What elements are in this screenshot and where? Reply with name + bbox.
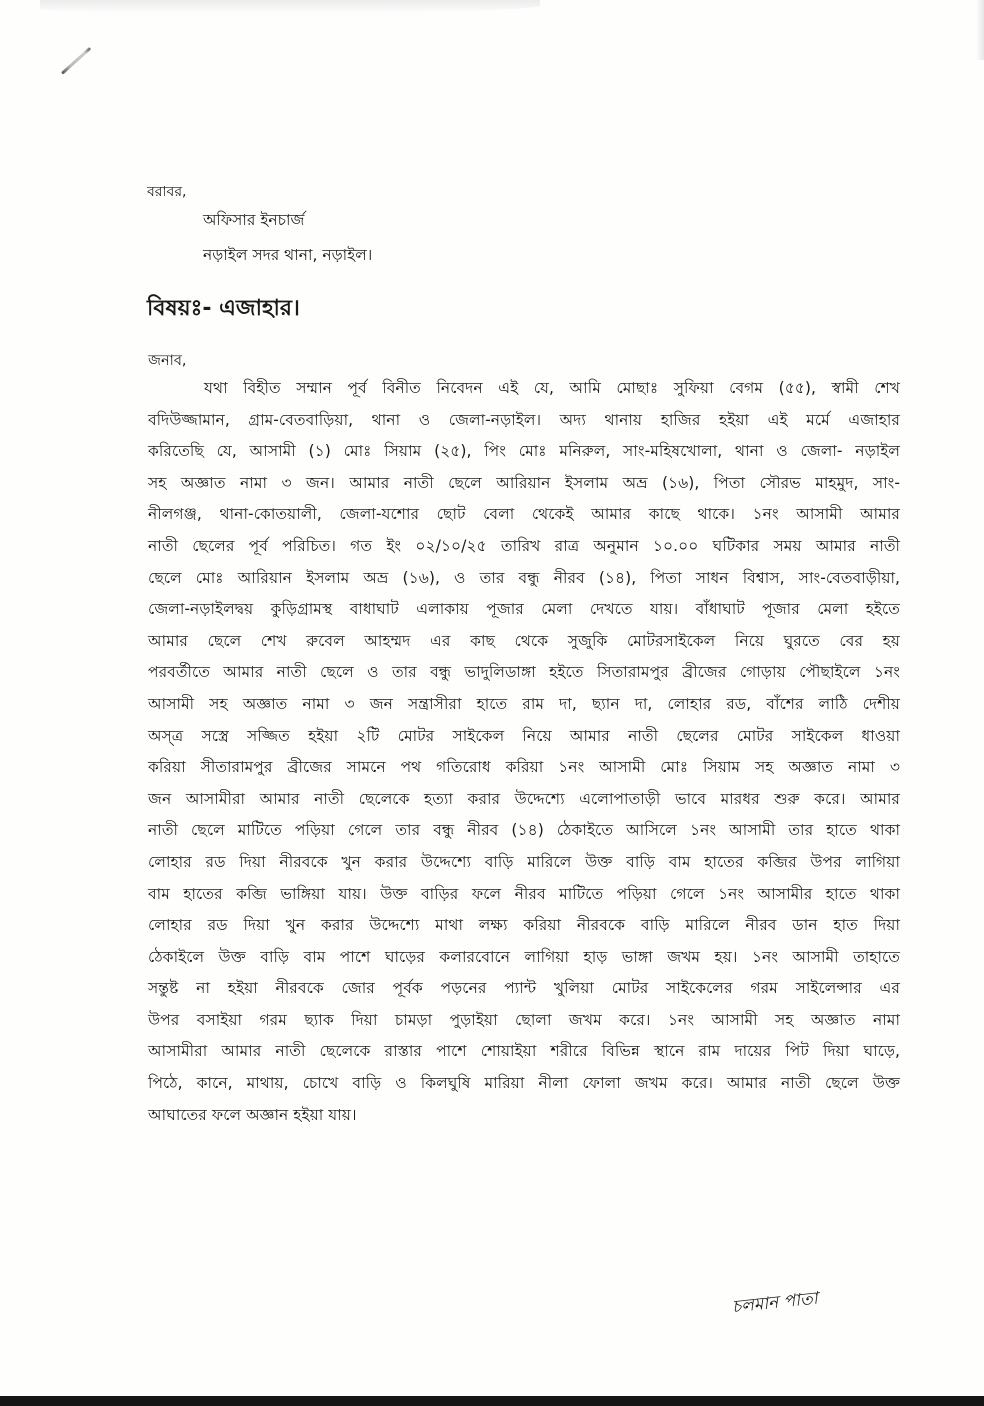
paper-fold-shadow	[40, 0, 540, 14]
body-line: আসামী সহ অজ্ঞাত নামা ৩ জন সন্ত্রাসীরা হাতে রাম দা, ছ্যান দা, লোহার রড, বাঁশের লাঠি দেশীয়	[148, 694, 900, 713]
body-line: যথা বিহীত সম্মান পূর্ব বিনীত নিবেদন এই যে, আমি মোছাঃ সুফিয়া বেগম (৫৫), স্বামী শেখ	[204, 379, 900, 397]
body-line: ছেলে মোঃ আরিয়ান ইসলাম অভ্র (১৬), ও তার বন্ধু নীরব (১৪), পিতা সাধন বিশ্বাস, সাং-বেতবাড়ীয়া,	[148, 568, 900, 587]
subject-heading: বিষয়ঃ- এজাহার।	[147, 296, 300, 321]
paper-edge-shadow	[976, 0, 984, 60]
scan-bottom-border	[0, 1396, 984, 1406]
body-line: সন্তুষ্ট না হইয়া নীরবকে জোর পূর্বক পড়নের প্যান্ট খুলিয়া মোটর সাইকেলের গরম সাইলেন্সার এর	[148, 979, 900, 998]
to-label: বরাবর,	[147, 184, 187, 200]
body-line: নাতী ছেলের পূর্ব পরিচিত। গত ইং ০২/১০/২৫ তারিখ রাত্র অনুমান ১০.০০ ঘটিকার সময় আমার নাতী	[148, 536, 900, 555]
body-line: পিঠে, কানে, মাথায়, চোখে বাড়ি ও কিলঘুষি মারিয়া নীলা ফোলা জখম করে। আমার নাতী ছেলে উক্ত	[148, 1074, 900, 1093]
body-line: অস্‌ত্র সস্ত্রে সজ্জিত হইয়া ২টি মোটর সাইকেল নিয়ে আমার নাতী ছেলের মোটর সাইকেল ধাওয়া	[148, 726, 900, 745]
body-line: জেলা-নড়াইলদ্বয় কুড়িগ্রামস্থ বাধাঘাট এলাকায় পূজার মেলা দেখতে যায়। বাঁধাঘাট পূজার মেলা হইতে	[148, 600, 900, 619]
greeting: জনাব,	[148, 353, 187, 369]
body-line: জন আসামীরা আমার নাতী ছেলেকে হত্যা করার উদ্দেশ্যে এলোপাতাড়ী ভাবে মারধর শুরু করে। আমার	[148, 789, 900, 808]
body-line: লোহার রড দিয়া নীরবকে খুন করার উদ্দেশ্যে বাড়ি মারিলে উক্ত বাড়ি বাম হাতের কব্জির উপর লাগিয়া	[148, 852, 900, 871]
body-line: নাতী ছেলে মাটিতে পড়িয়া গেলে তার বন্ধু নীরব (১৪) ঠেকাইতে আসিলে ১নং আসামী তার হাতে থাকা	[148, 821, 900, 840]
body-line: বদিউজ্জামান, গ্রাম-বেতবাড়িয়া, থানা ও জেলা-নড়াইল। অদ্য থানায় হাজির হইয়া এই মর্মে এজাহার	[148, 410, 900, 429]
body-line: বাম হাতের কব্জি ভাঙ্গিয়া যায়। উক্ত বাড়ির ফলে নীরব মাটিতে পড়িয়া গেলে ১নং আসামীর হাতে থাকা	[148, 884, 900, 903]
body-line: উপর বসাইয়া গরম ছ্যাক দিয়া চামড়া পুড়াইয়া ছোলা জখম করে। ১নং আসামী সহ অজ্ঞাত নামা	[148, 1010, 900, 1029]
body-paragraph	[148, 373, 900, 1131]
handwritten-continuation-note: চলমান পাতা	[731, 1288, 819, 1318]
body-line: করিতেছি যে, আসামী (১) মোঃ সিয়াম (২৫), পিং মোঃ মনিরুল, সাং-মহিষখোলা, থানা ও জেলা- নড়াইল	[148, 442, 900, 461]
body-line: আঘাতের ফলে অজ্ঞান হইয়া যায়।	[148, 1105, 357, 1124]
staple-mark	[61, 47, 91, 75]
body-line: আমার ছেলে শেখ রুবেল আহম্মদ এর কাছ থেকে সুজুকি মোটরসাইকেল নিয়ে ঘুরতে বের হয়	[148, 631, 900, 650]
body-line: লোহার রড দিয়া খুন করার উদ্দেশ্যে মাথা লক্ষ্য করিয়া নীরবকে বাড়ি মারিলে নীরব ডান হাত দিয়া	[148, 916, 900, 935]
recipient-office: নড়াইল সদর থানা, নড়াইল।	[203, 246, 373, 264]
body-line: নীলগঞ্জ, থানা-কোতয়ালী, জেলা-যশোর ছোট বেলা থেকেই আমার কাছে থাকে। ১নং আসামী আমার	[148, 505, 900, 524]
recipient-title: অফিসার ইনচার্জ	[203, 211, 305, 229]
body-line: সহ অজ্ঞাত নামা ৩ জন। আমার নাতী ছেলে আরিয়ান ইসলাম অভ্র (১৬), পিতা সৌরভ মাহমুদ, সাং-	[148, 473, 900, 492]
body-line: করিয়া সীতারামপুর ব্রীজের সামনে পথ গতিরোধ করিয়া ১নং আসামী মোঃ সিয়াম সহ অজ্ঞাত নামা ৩	[148, 758, 900, 777]
body-line: পরবর্তীতে আমার নাতী ছেলে ও তার বন্ধু ভাদুলিডাঙ্গা হইতে সিতারামপুর ব্রীজের গোড়ায় পৌছাইলে ১নং	[148, 663, 900, 682]
body-line: আসামীরা আমার নাতী ছেলেকে রাস্তার পাশে শোয়াইয়া শরীরে বিভিন্ন স্থানে রাম দায়ের পিট দিয়া ঘাড়ে,	[148, 1042, 900, 1061]
body-line: ঠেকাইলে উক্ত বাড়ি বাম পাশে ঘাড়ের কলারবোনে লাগিয়া হাড় ভাঙ্গা জখম হয়। ১নং আসামী তাহাতে	[148, 947, 900, 966]
